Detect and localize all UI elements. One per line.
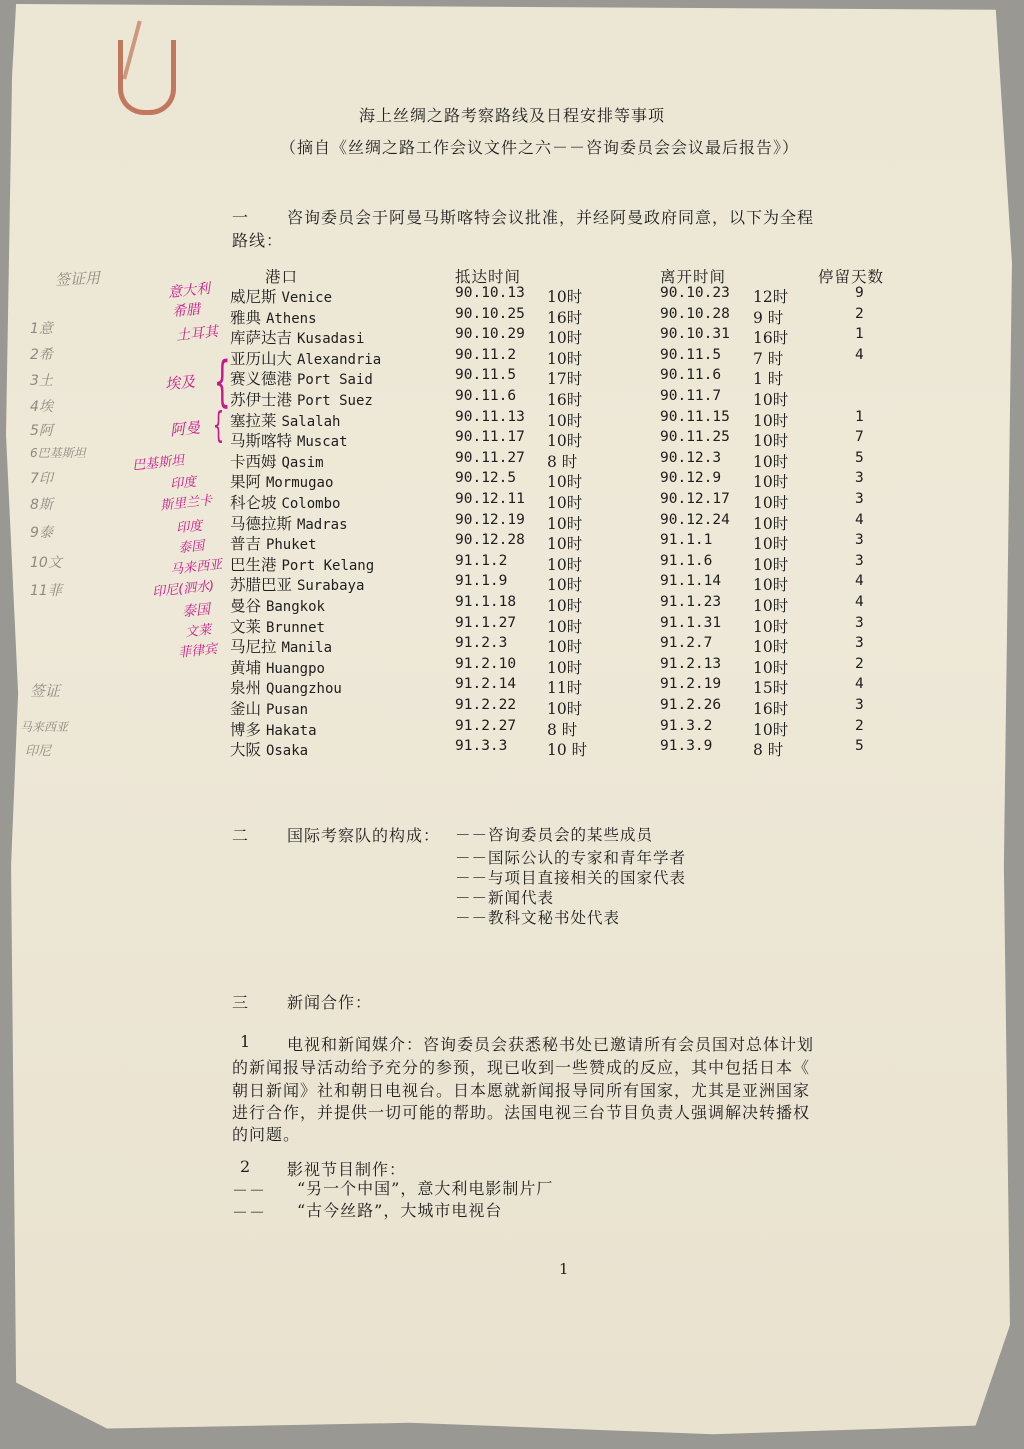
departure-time: 10时 (753, 617, 789, 636)
handnote-pink: 巴基斯坦 (131, 453, 185, 474)
production-dash: －－ (232, 1203, 267, 1222)
stay-days: 4 (855, 594, 864, 610)
handnote-pencil: 8斯 (30, 497, 53, 513)
handnote-pencil: 印尼 (25, 744, 52, 759)
table-row (0, 656, 1024, 676)
port-name-cn: 马尼拉 (230, 638, 277, 657)
departure-time: 16时 (753, 329, 789, 348)
port-name-cn: 马斯喀特 (230, 432, 293, 451)
team-member-line: －－国际公认的专家和青年学者 (455, 849, 687, 867)
table-row (0, 738, 1024, 758)
table-row (0, 697, 1024, 717)
arrival-date: 91.1.18 (455, 594, 517, 610)
departure-time: 15时 (753, 679, 789, 698)
brace-oman: { (212, 405, 225, 446)
para1-line: 的问题。 (232, 1125, 301, 1144)
arrival-time: 11时 (547, 679, 583, 698)
document-subtitle: （摘自《丝绸之路工作会议文件之六－－咨询委员会会议最后报告》） (280, 138, 800, 157)
handnote-pencil: 6巴基斯坦 (30, 446, 86, 460)
departure-time: 10时 (753, 555, 789, 574)
handnote-pencil: 签证用 (54, 268, 101, 290)
port-name-en: Venice (281, 290, 333, 306)
port-name-en: Brunnet (265, 619, 325, 636)
arrival-time: 10时 (547, 494, 583, 512)
arrival-time: 10时 (547, 432, 583, 451)
table-row (0, 367, 1024, 387)
table-row (0, 676, 1024, 696)
team-member-line: －－教科文秘书处代表 (455, 909, 621, 927)
port-name-cn: 马德拉斯 (230, 514, 293, 533)
handnote-pink: 土耳其 (175, 323, 219, 345)
port-name-en: Osaka (265, 743, 309, 760)
departure-date: 90.11.5 (660, 346, 722, 363)
port-cell (230, 615, 325, 637)
arrival-date: 91.1.2 (455, 552, 508, 569)
port-cell (230, 656, 325, 678)
stay-days: 2 (855, 655, 864, 672)
table-row (0, 326, 1024, 346)
table-row (0, 718, 1024, 738)
table-row (0, 429, 1024, 449)
port-cell (230, 347, 381, 369)
departure-date: 91.1.31 (660, 614, 722, 631)
departure-date: 90.12.17 (660, 491, 730, 507)
port-name-en: Madras (296, 516, 348, 533)
para1-line: 朝日新闻》社和朝日电视台。日本愿就新闻报导同所有国家，尤其是亚洲国家 (232, 1081, 811, 1100)
document-title: 海上丝绸之路考察路线及日程安排等事项 (358, 106, 665, 125)
stay-days: 3 (855, 635, 864, 652)
arrival-time: 10时 (547, 597, 583, 615)
section1-number: 一 (232, 208, 249, 227)
section1-line1: 咨询委员会于阿曼马斯喀特会议批准，并经阿曼政府同意，以下为全程 (287, 208, 815, 227)
departure-time: 10时 (753, 658, 789, 677)
table-row (0, 388, 1024, 408)
handnote-pencil: 9泰 (30, 525, 53, 541)
table-row (0, 635, 1024, 655)
port-cell (230, 470, 333, 492)
arrival-time: 10时 (547, 576, 583, 595)
port-name-en: Surabaya (296, 578, 365, 595)
arrival-date: 90.12.28 (455, 532, 525, 549)
departure-date: 91.2.19 (660, 676, 722, 693)
departure-date: 91.3.2 (660, 717, 713, 734)
section2-label: 国际考察队的构成： (287, 826, 441, 845)
team-member-line: －－咨询委员会的某些成员 (455, 826, 654, 844)
port-name-cn: 巴生港 (230, 555, 277, 574)
arrival-time: 10时 (547, 638, 583, 657)
arrival-time: 16时 (547, 308, 583, 327)
handnote-pencil: 10文 (30, 555, 62, 571)
port-cell (230, 594, 325, 616)
arrival-time: 8 时 (547, 452, 578, 471)
section3-number: 三 (232, 993, 249, 1012)
departure-date: 91.1.23 (660, 594, 722, 610)
team-member-line: －－与项目直接相关的国家代表 (455, 869, 687, 887)
handnote-pink: 希腊 (171, 301, 201, 321)
departure-time: 9 时 (753, 308, 784, 327)
port-cell (230, 676, 342, 698)
port-cell (230, 697, 308, 719)
port-cell (230, 388, 373, 410)
port-name-en: Alexandria (296, 351, 382, 368)
handnote-pink: 埃及 (164, 372, 196, 394)
departure-date: 91.1.6 (660, 552, 713, 569)
arrival-date: 90.11.27 (455, 449, 525, 466)
port-cell (230, 450, 324, 472)
port-name-en: Bangkok (265, 599, 325, 615)
port-name-en: Mormugao (265, 475, 334, 492)
departure-time: 10时 (753, 597, 789, 615)
header-days: 停留天数 (818, 268, 885, 286)
handnote-pink: 印度 (175, 518, 203, 537)
port-name-en: Quangzhou (265, 681, 342, 698)
stay-days: 3 (855, 697, 864, 713)
port-name-cn: 文莱 (230, 617, 262, 636)
departure-date: 91.3.9 (660, 738, 713, 755)
departure-time: 10时 (753, 535, 789, 554)
production-item: “另一个中国”，意大利电影制片厂 (297, 1179, 554, 1198)
arrival-date: 91.2.10 (455, 655, 517, 672)
stay-days: 1 (855, 326, 864, 343)
header-port: 港口 (265, 268, 299, 286)
port-name-en: Phuket (265, 537, 317, 554)
para1-line: 的新闻报导活动给予充分的参预，现已收到一些赞成的反应，其中包括日本《 (232, 1058, 811, 1077)
arrival-date: 90.12.11 (455, 491, 525, 507)
stay-days: 2 (855, 305, 864, 322)
table-row (0, 470, 1024, 490)
handnote-pink: 马来西亚 (169, 557, 223, 578)
departure-time: 10时 (753, 411, 789, 430)
departure-time: 16时 (753, 700, 789, 718)
port-name-en: Manila (281, 640, 333, 657)
departure-date: 90.10.28 (660, 305, 730, 322)
port-cell (230, 718, 317, 740)
arrival-time: 17时 (547, 370, 583, 389)
port-name-cn: 大阪 (230, 741, 262, 760)
departure-time: 10时 (753, 432, 789, 451)
para2-number: 2 (240, 1157, 251, 1176)
port-name-en: Port Said (296, 372, 373, 389)
page-number: 1 (559, 1260, 569, 1278)
departure-date: 91.2.7 (660, 635, 713, 652)
stay-days: 4 (855, 573, 864, 590)
port-name-cn: 赛义德港 (230, 370, 293, 389)
header-departure: 离开时间 (660, 268, 727, 286)
departure-time: 12时 (753, 288, 789, 306)
port-name-cn: 塞拉莱 (230, 411, 277, 430)
arrival-date: 90.10.29 (455, 326, 525, 343)
para1-line: 进行合作，并提供一切可能的帮助。法国电视三台节目负责人强调解决转播权 (232, 1103, 811, 1122)
departure-date: 90.12.9 (660, 470, 722, 487)
arrival-date: 90.11.5 (455, 367, 517, 384)
port-cell (230, 738, 308, 760)
departure-time: 10时 (753, 494, 789, 512)
port-name-en: Muscat (296, 434, 348, 451)
header-arrival: 抵达时间 (455, 268, 522, 286)
handnote-pink: 意大利 (167, 280, 211, 302)
handnote-pencil: 4埃 (30, 399, 53, 415)
port-name-cn: 釜山 (230, 700, 262, 718)
stay-days: 3 (855, 470, 864, 487)
handnote-pink: 印尼(泗水) (151, 578, 215, 601)
port-name-en: Port Suez (296, 393, 373, 409)
handnote-pink: 泰国 (177, 538, 205, 557)
arrival-date: 91.2.3 (455, 635, 508, 652)
table-row (0, 306, 1024, 326)
port-cell (230, 306, 317, 328)
port-name-en: Qasim (281, 454, 324, 471)
table-row (0, 512, 1024, 532)
stay-days: 3 (855, 552, 864, 569)
handnote-pencil: 7印 (30, 471, 53, 487)
stay-days: 3 (855, 491, 864, 507)
handnote-pink: 泰国 (181, 601, 211, 621)
team-member-line: －－新闻代表 (455, 889, 555, 907)
port-name-en: Pusan (265, 702, 309, 718)
port-name-cn: 曼谷 (230, 597, 262, 615)
departure-time: 10时 (753, 391, 789, 409)
arrival-date: 90.12.19 (455, 511, 525, 528)
stay-days: 7 (855, 429, 864, 446)
handnote-pencil: 2希 (30, 347, 53, 363)
arrival-time: 10时 (547, 349, 583, 368)
handnote-pencil: 马来西亚 (20, 720, 69, 734)
port-name-cn: 果阿 (230, 473, 262, 492)
arrival-time: 10时 (547, 700, 583, 718)
para1-number: 1 (240, 1032, 251, 1051)
port-cell (230, 285, 332, 307)
port-name-cn: 泉州 (230, 679, 262, 698)
port-cell (230, 326, 364, 348)
port-cell (230, 512, 348, 534)
arrival-time: 10时 (547, 555, 583, 574)
port-name-cn: 卡西姆 (230, 452, 277, 471)
port-cell (230, 553, 374, 575)
departure-date: 90.10.23 (660, 285, 730, 301)
port-cell (230, 409, 340, 431)
departure-date: 90.10.31 (660, 326, 730, 343)
table-row (0, 491, 1024, 514)
departure-date: 90.12.3 (660, 449, 722, 466)
table-row (0, 532, 1024, 552)
port-name-en: Port Kelang (281, 557, 375, 574)
port-name-cn: 威尼斯 (230, 288, 277, 306)
arrival-date: 90.11.13 (455, 408, 525, 425)
arrival-date: 91.2.14 (455, 676, 517, 693)
handnote-pencil: 签证 (30, 682, 61, 700)
departure-time: 1 时 (753, 370, 784, 389)
arrival-date: 91.1.9 (455, 573, 508, 590)
departure-date: 91.1.14 (660, 573, 722, 590)
departure-time: 10时 (753, 720, 789, 739)
departure-date: 90.11.15 (660, 408, 730, 425)
stay-days: 4 (855, 511, 864, 528)
arrival-time: 10时 (547, 535, 583, 554)
brace-egypt: { (213, 350, 231, 413)
arrival-date: 90.10.13 (455, 285, 525, 301)
port-cell (230, 429, 348, 451)
para1-line: 电视和新闻媒介：咨询委员会获悉秘书处已邀请所有会员国对总体计划 (287, 1035, 815, 1054)
stay-days: 4 (855, 676, 864, 693)
port-name-cn: 科仑坡 (230, 494, 277, 512)
table-row (0, 553, 1024, 573)
port-name-cn: 苏腊巴亚 (230, 576, 293, 595)
departure-time: 7 时 (753, 349, 784, 368)
arrival-date: 90.11.2 (455, 346, 517, 363)
handnote-pink: 阿曼 (169, 418, 201, 440)
port-name-cn: 苏伊士港 (230, 391, 293, 409)
arrival-time: 10 时 (547, 741, 588, 760)
arrival-time: 10时 (547, 329, 583, 348)
port-cell (230, 573, 364, 595)
arrival-date: 90.10.25 (455, 305, 525, 322)
port-name-en: Colombo (281, 496, 341, 512)
arrival-time: 10时 (547, 514, 583, 533)
departure-time: 10时 (753, 638, 789, 657)
section3-heading: 新闻合作： (287, 993, 373, 1012)
arrival-time: 8 时 (547, 720, 578, 739)
port-name-en: Kusadasi (296, 331, 365, 348)
table-row (0, 347, 1024, 367)
departure-date: 90.11.25 (660, 429, 730, 446)
arrival-time: 10时 (547, 288, 583, 306)
arrival-date: 90.11.6 (455, 388, 517, 404)
port-name-cn: 雅典 (230, 308, 262, 327)
handnote-pink: 印度 (169, 474, 197, 493)
table-row (0, 615, 1024, 635)
arrival-date: 90.11.17 (455, 429, 525, 446)
departure-time: 10时 (753, 473, 789, 492)
para2-heading: 影视节目制作： (287, 1160, 407, 1179)
stay-days: 3 (855, 532, 864, 549)
arrival-date: 91.2.27 (455, 717, 517, 734)
departure-date: 90.11.6 (660, 367, 722, 384)
section1-line2: 路线： (232, 231, 284, 250)
port-cell (230, 532, 317, 554)
handnote-pencil: 11菲 (30, 583, 62, 599)
handnote-pencil: 3土 (30, 373, 53, 389)
production-dash: －－ (232, 1181, 267, 1200)
stay-days: 1 (855, 408, 864, 425)
handnote-pink: 文莱 (184, 622, 212, 641)
arrival-time: 10时 (547, 617, 583, 636)
handnote-pencil: 1意 (30, 321, 53, 337)
departure-date: 90.11.7 (660, 388, 722, 404)
table-row (0, 409, 1024, 429)
stay-days: 2 (855, 717, 864, 734)
stay-days: 5 (855, 449, 864, 466)
arrival-time: 10时 (547, 411, 583, 430)
port-name-en: Huangpo (265, 660, 325, 677)
section2-number: 二 (232, 826, 249, 845)
arrival-date: 91.3.3 (455, 738, 508, 755)
departure-time: 8 时 (753, 741, 784, 760)
departure-date: 91.1.1 (660, 532, 713, 549)
port-name-cn: 亚历山大 (230, 349, 293, 368)
port-name-en: Hakata (265, 722, 317, 739)
departure-date: 90.12.24 (660, 511, 730, 528)
handnote-pink: 斯里兰卡 (159, 493, 213, 514)
port-cell (230, 367, 373, 389)
departure-time: 10时 (753, 452, 789, 471)
arrival-time: 10时 (547, 658, 583, 677)
port-name-cn: 库萨达吉 (230, 329, 293, 348)
table-row (0, 285, 1024, 305)
stay-days: 4 (855, 346, 864, 363)
stay-days: 5 (855, 738, 864, 755)
port-cell (230, 491, 340, 513)
departure-time: 10时 (753, 576, 789, 595)
port-name-en: Salalah (281, 413, 341, 430)
arrival-time: 10时 (547, 473, 583, 492)
port-name-cn: 黄埔 (230, 658, 262, 677)
port-name-en: Athens (265, 310, 317, 327)
arrival-date: 91.2.22 (455, 697, 517, 713)
departure-time: 10时 (753, 514, 789, 533)
handnote-pencil: 5阿 (30, 423, 53, 439)
handnote-pink: 菲律宾 (177, 641, 218, 661)
departure-date: 91.2.26 (660, 697, 722, 713)
port-name-cn: 博多 (230, 720, 262, 739)
arrival-date: 91.1.27 (455, 614, 517, 631)
port-name-cn: 普吉 (230, 535, 262, 554)
stay-days: 3 (855, 614, 864, 631)
departure-date: 91.2.13 (660, 655, 722, 672)
production-item: “古今丝路”，大城市电视台 (297, 1201, 503, 1220)
port-cell (230, 635, 332, 657)
stay-days: 9 (855, 285, 864, 301)
arrival-date: 90.12.5 (455, 470, 517, 487)
arrival-time: 16时 (547, 391, 583, 409)
